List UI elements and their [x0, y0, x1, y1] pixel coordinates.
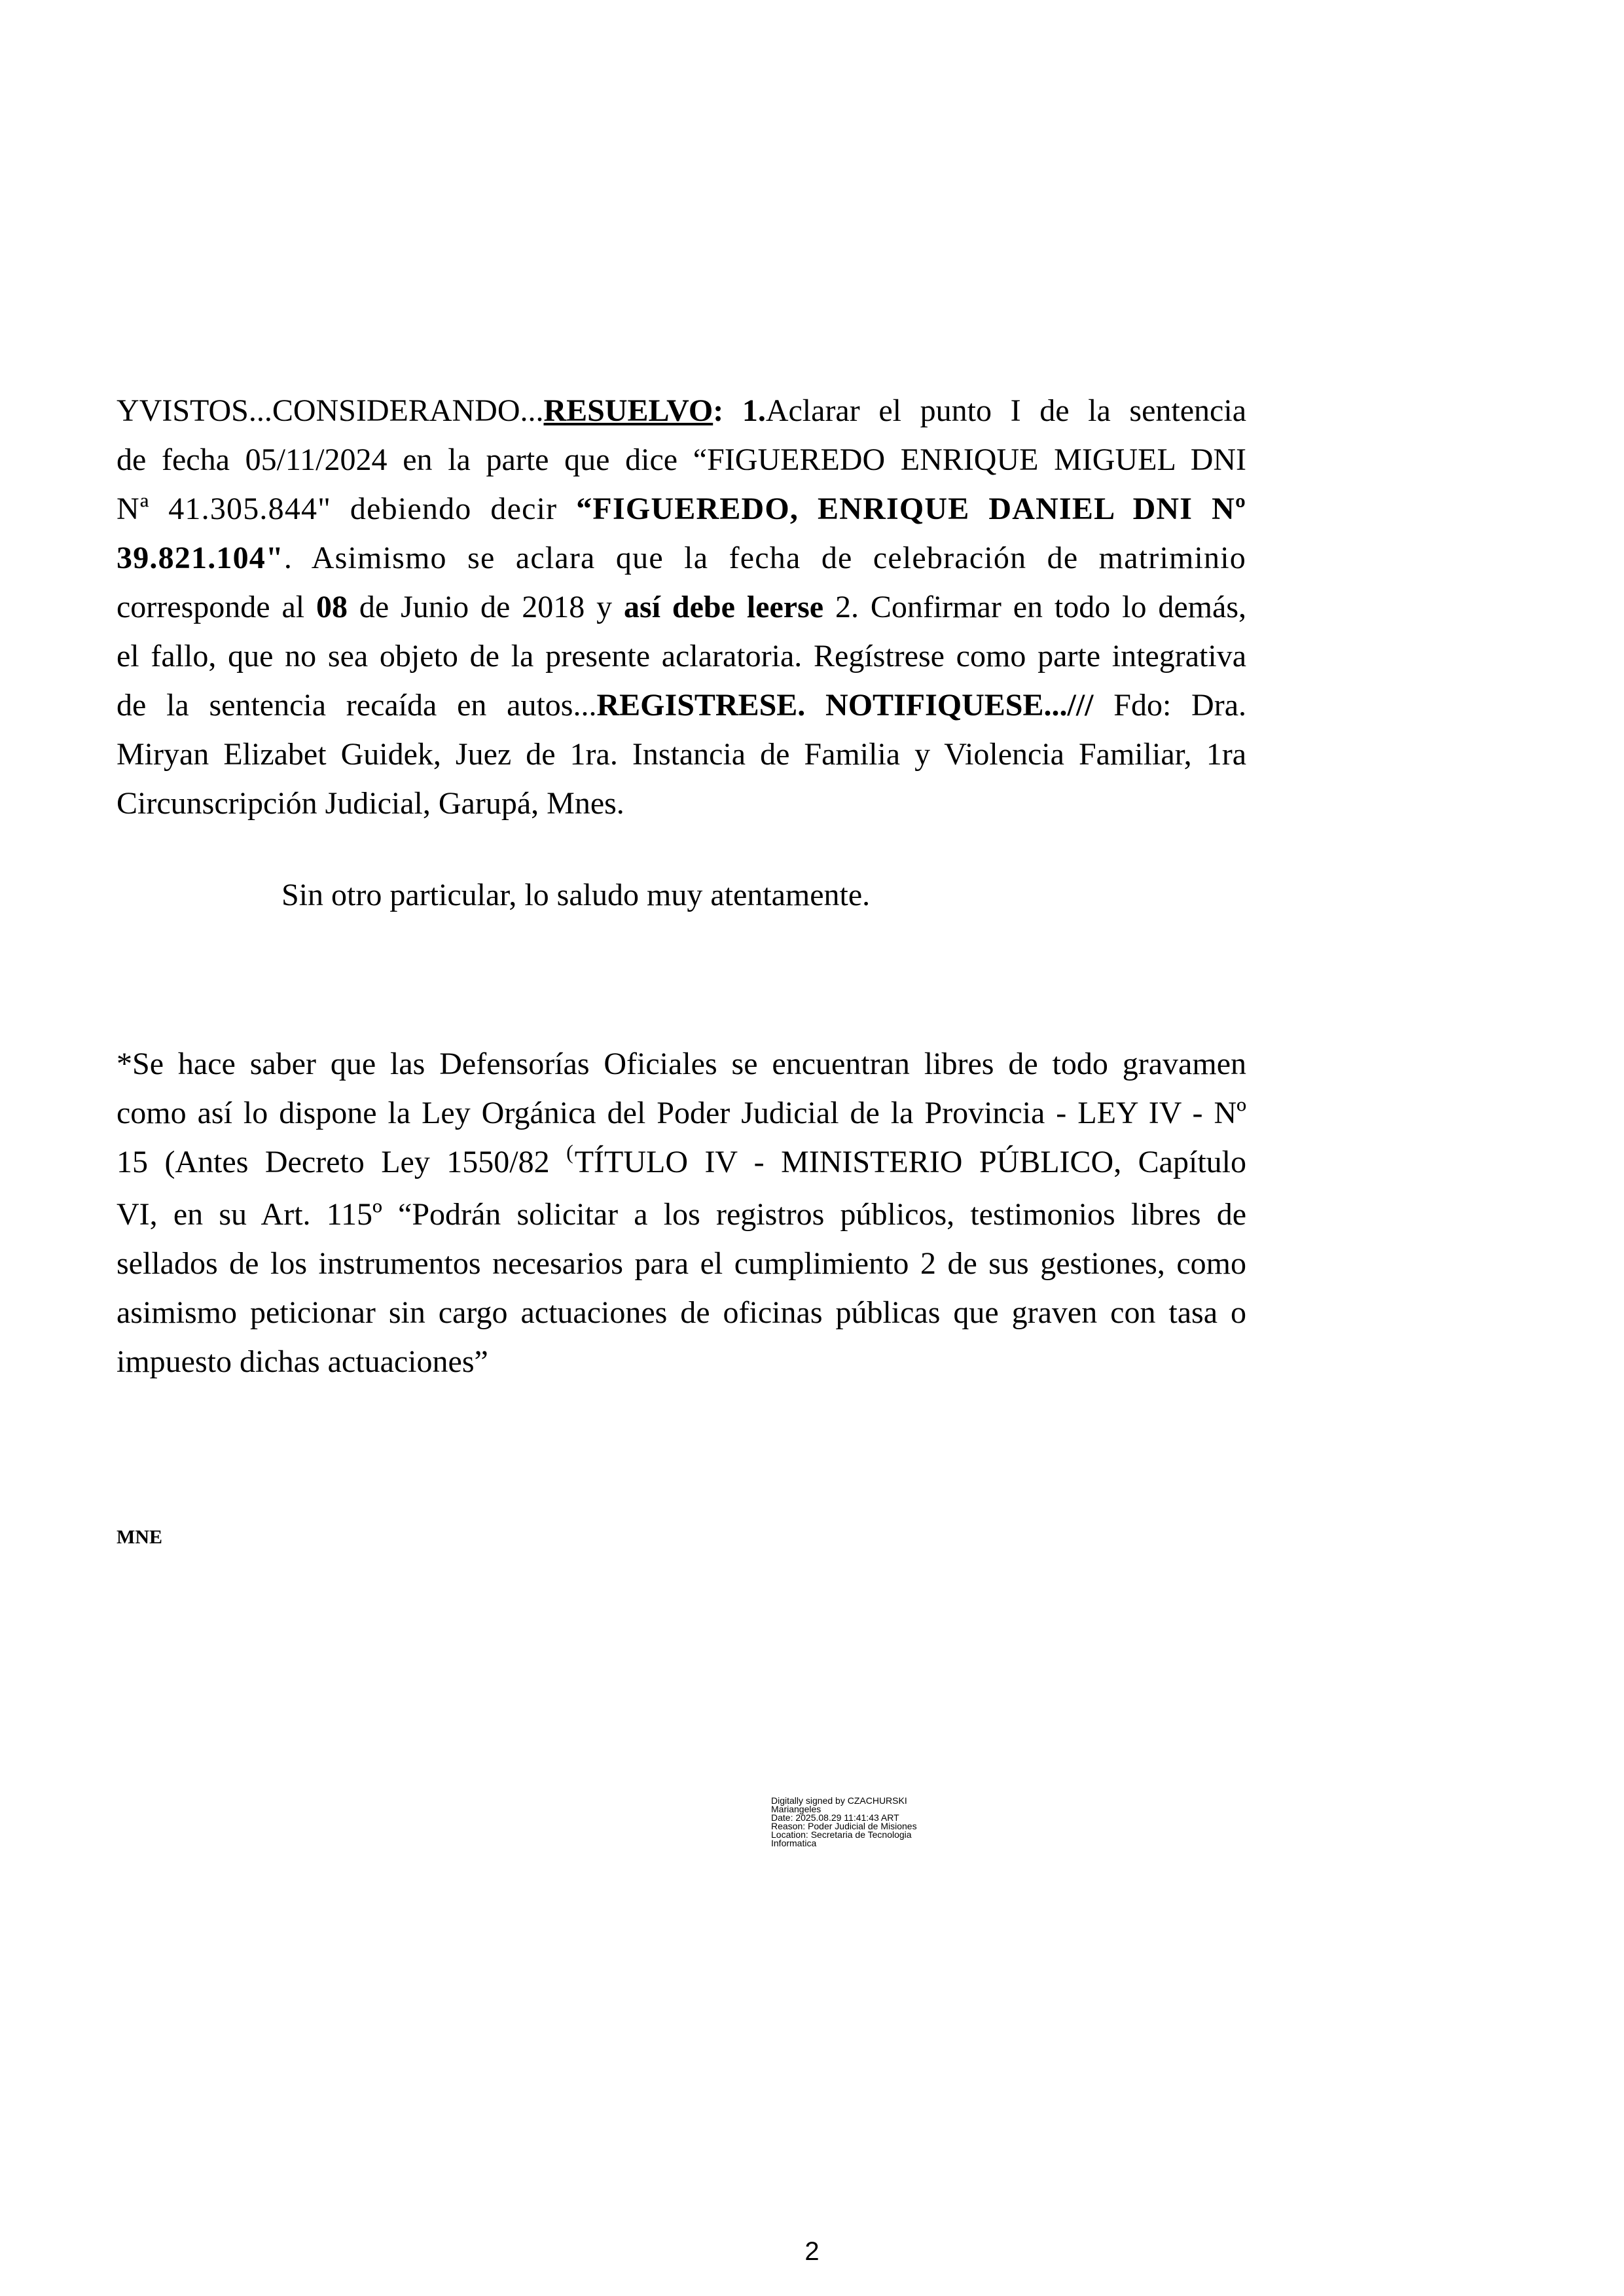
note-line: [117, 1138, 1246, 1190]
text-run: . Asimismo se aclara que la fecha de celebración de matriminio: [283, 541, 1246, 575]
text-run: TÍTULO IV - MINISTERIO PÚBLICO, Capítulo: [574, 1145, 1246, 1179]
emphasis-text: así debe leerse: [624, 590, 824, 624]
legal-note-paragraph: [117, 1039, 1246, 1386]
item-number: : 1.: [713, 393, 766, 428]
resolution-line: [117, 681, 1246, 730]
text-run: de Junio de 2018 y: [348, 590, 624, 624]
resolution-line: [117, 386, 1246, 435]
note-line: *Se hace saber que las Defensorías Oficiales se encuentran libres de todo gravamen: [117, 1047, 1246, 1081]
signature-line: Reason: Poder Judicial de Misiones: [771, 1821, 917, 1831]
resuelvo-heading: RESUELVO: [543, 393, 713, 428]
corrected-name: “FIGUEREDO, ENRIQUE DANIEL DNI Nº: [576, 492, 1246, 526]
note-line: como así lo dispone la Ley Orgánica del Poder Judicial de la Provincia - LEY IV - Nº: [117, 1096, 1246, 1130]
resolution-line: Circunscripción Judicial, Garupá, Mnes.: [117, 786, 624, 821]
signature-line: Mariangeles: [771, 1804, 821, 1814]
signature-line: Digitally signed by CZACHURSKI: [771, 1795, 907, 1806]
note-line: impuesto dichas actuaciones”: [117, 1344, 488, 1379]
text-run: YVISTOS...CONSIDERANDO...: [117, 393, 544, 428]
note-line: VI, en su Art. 115º “Podrán solicitar a los registros públicos, testimonios libres de: [117, 1197, 1246, 1232]
text-run: de la sentencia recaída en autos...: [117, 688, 597, 723]
resolution-line: [117, 583, 1246, 632]
registrese-notifiquese: REGISTRESE. NOTIFIQUESE...///: [596, 688, 1114, 723]
page-number: 2: [804, 2237, 820, 2266]
text-run: 15 (Antes Decreto Ley 1550/82: [117, 1145, 567, 1179]
text-run: Aclarar el punto I de la sentencia: [765, 393, 1247, 428]
resolution-line: el fallo, que no sea objeto de la presente aclaratoria. Regístrese como parte integrativa: [117, 639, 1246, 673]
text-run: 2. Confirmar en todo lo demás,: [823, 590, 1246, 624]
resolution-line: Miryan Elizabet Guidek, Juez de 1ra. Instancia de Familia y Violencia Familiar, 1ra: [117, 737, 1246, 772]
closing-salutation: Sin otro particular, lo saludo muy atentamente.: [281, 878, 871, 912]
resolution-line: [117, 484, 1246, 533]
signature-line: Date: 2025.08.29 11:41:43 ART: [771, 1812, 899, 1823]
note-line: sellados de los instrumentos necesarios para el cumplimiento 2 de sus gestiones, como: [117, 1246, 1246, 1281]
text-run: corresponde al: [117, 590, 316, 624]
corrected-dni: 39.821.104": [117, 541, 284, 575]
text-run: Nª 41.305.844" debiendo decir: [117, 492, 577, 526]
day-value: 08: [316, 590, 348, 624]
resolution-line: [117, 533, 1246, 583]
resolution-line: de fecha 05/11/2024 en la parte que dice “FIGUEREDO ENRIQUE MIGUEL DNI: [117, 442, 1246, 477]
text-run: Fdo: Dra.: [1113, 688, 1246, 723]
note-line: asimismo peticionar sin cargo actuaciones de oficinas públicas que graven con tasa o: [117, 1295, 1246, 1330]
signature-line: Location: Secretaria de Tecnologia: [771, 1829, 912, 1840]
superscript-parenthesis: (: [566, 1140, 573, 1164]
resolution-paragraph: [117, 386, 1246, 828]
author-initials: MNE: [117, 1526, 162, 1548]
signature-line: Informatica: [771, 1838, 817, 1848]
digital-signature-block: [771, 1797, 917, 1848]
